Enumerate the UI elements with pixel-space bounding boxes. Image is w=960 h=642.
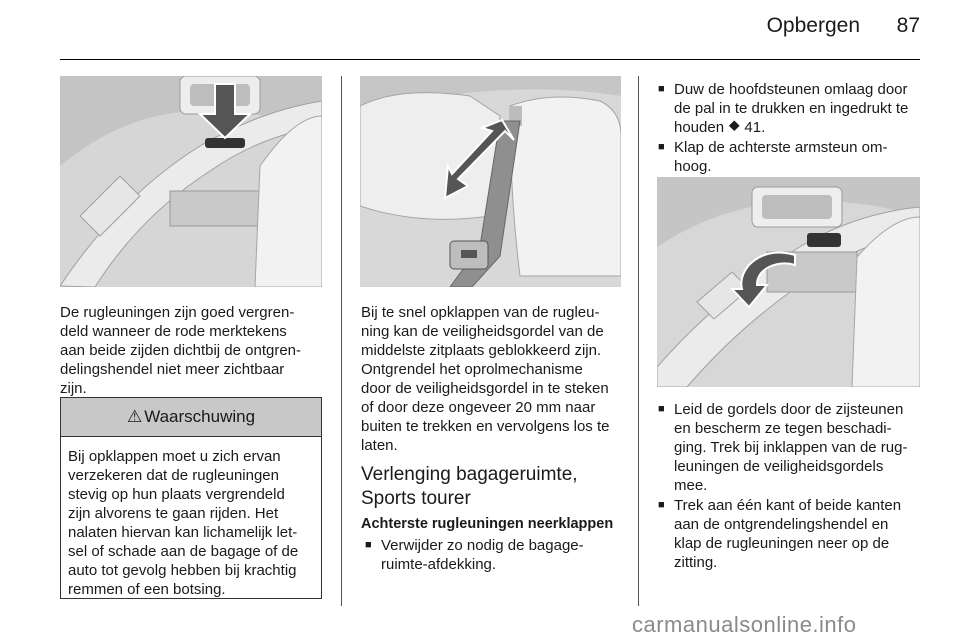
warning-box: [60, 397, 322, 599]
text-line: mee.: [674, 477, 708, 494]
text-line: Trek aan één kant of beide kanten: [674, 497, 902, 514]
col1-paragraph: [60, 303, 335, 398]
text-line: zitting.: [674, 554, 718, 571]
page-number: 87: [896, 14, 920, 37]
text-line: Ontgrendel het oprolmechanisme: [361, 361, 583, 378]
bullet-square-icon: ■: [658, 83, 665, 95]
bullet-square-icon: ■: [658, 499, 665, 511]
list-item: [658, 496, 928, 572]
page-title: Opbergen: [766, 14, 860, 37]
bullet-square-icon: ■: [365, 539, 372, 551]
list-item: [658, 400, 928, 495]
text-line: middelste zitplaats geblokkeerd zijn.: [361, 342, 602, 359]
bullet-square-icon: ■: [658, 141, 665, 153]
text-line: aan beide zijden dichtbij de ontgren-: [60, 342, 302, 359]
text-line: stevig op hun plaats vergrendeld: [68, 486, 285, 503]
text-line: ruimte-afdekking.: [381, 556, 497, 573]
text-line: aan de ontgrendelingshendel en: [674, 516, 889, 533]
bullet-square-icon: ■: [658, 403, 665, 415]
col2-paragraph: [361, 303, 636, 455]
text-line: hoog.: [674, 158, 712, 175]
text-line: leuningen de veiligheidsgordels: [674, 458, 884, 475]
text-line: of door deze ongeveer 20 mm naar: [361, 399, 596, 416]
text-line: Leid de gordels door de zijsteunen: [674, 401, 904, 418]
warning-title: Waarschuwing: [144, 407, 256, 426]
heading-line: Verlenging bagageruimte,: [361, 464, 578, 485]
column-divider-1: [341, 76, 342, 606]
text-line: houden ⯁ 41.: [674, 119, 766, 136]
section-heading: [361, 463, 621, 511]
text-line: zijn.: [60, 380, 87, 397]
column-divider-2: [638, 76, 639, 606]
subsection-heading: Achterste rugleuningen neerklappen: [361, 516, 614, 532]
text-line: Bij te snel opklappen van de rugleu-: [361, 304, 600, 321]
armrest-fold-illustration: [657, 177, 920, 387]
text-line: auto tot gevolg hebben bij krachtig: [68, 562, 297, 579]
text-line: ging. Trek bij inklappen van de rug-: [674, 439, 908, 456]
text-line: klap de rugleuningen neer op de: [674, 535, 890, 552]
heading-line: Sports tourer: [361, 488, 471, 509]
text-line: remmen of een botsing.: [68, 581, 226, 598]
text-line: deld wanneer de rode merktekens: [60, 323, 287, 340]
rear-seat-unlock-lever-illustration: [60, 76, 322, 287]
text-line: door de veiligheidsgordel in te steken: [361, 380, 609, 397]
warning-header: [61, 398, 321, 437]
text-line: en bescherm ze tegen beschadi-: [674, 420, 892, 437]
text-line: De rugleuningen zijn goed vergren-: [60, 304, 295, 321]
text-line: Klap de achterste armsteun om-: [674, 139, 888, 156]
text-line: verzekeren dat de rugleuningen: [68, 467, 279, 484]
warning-body: [61, 437, 321, 599]
text-line: buiten te trekken en vervolgens los te: [361, 418, 610, 435]
header-rule: [60, 59, 920, 60]
warning-triangle-icon: ⚠: [126, 407, 143, 426]
text-line: sel of schade aan de bagage of de: [68, 543, 299, 560]
list-item: [658, 80, 928, 137]
seat-belt-retractor-illustration: [360, 76, 621, 287]
text-line: nalaten hiervan kan lichamelijk let-: [68, 524, 298, 541]
text-line: ning kan de veiligheidsgordel van de: [361, 323, 604, 340]
list-item: [658, 138, 928, 176]
text-line: zijn alvorens te gaan rijden. Het: [68, 505, 279, 522]
text-line: Duw de hoofdsteunen omlaag door: [674, 81, 908, 98]
text-line: laten.: [361, 437, 398, 454]
text-line: delingshendel niet meer zichtbaar: [60, 361, 285, 378]
text-line: Bij opklappen moet u zich ervan: [68, 448, 281, 465]
text-line: de pal in te drukken en ingedrukt te: [674, 100, 909, 117]
text-line: Verwijder zo nodig de bagage-: [381, 537, 584, 554]
list-item: [365, 536, 635, 574]
watermark: carmanualsonline.info: [632, 612, 857, 637]
